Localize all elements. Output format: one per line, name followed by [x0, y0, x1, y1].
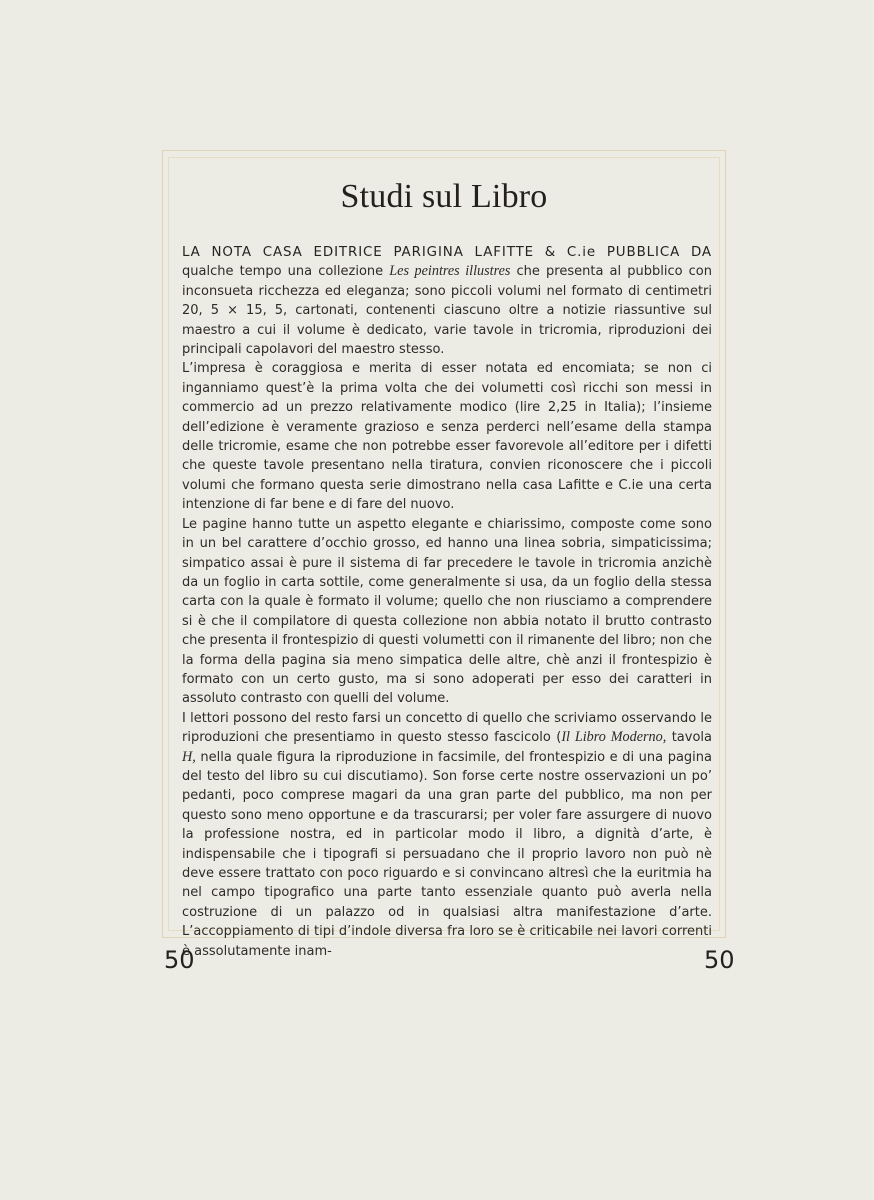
paragraph-1-text-b: che presenta al pubblico con inconsueta ricchezza ed eleganza; sono piccoli volumi nel formato di centimetri 20, 5 × 15, 5, cartonati, contenenti ciascuno oltre a notizie riassuntive sul maestro a cui il volume è dedicato, varie tavole in tricromia, riproduzioni dei principali capolavori del maestro stesso. [182, 264, 712, 358]
italic-title-les-peintres: Les peintres illustres [389, 263, 511, 280]
article-body [182, 243, 712, 961]
lead-caps: LA NOTA CASA EDITRICE PARIGINA LAFITTE & C.ie PUBBLICA DA [182, 245, 712, 260]
paragraph-4-text-c: nella quale figura la riproduzione in facsimile, del frontespizio e di una pagina del testo del libro su cui discutiamo). Son forse certe nostre osservazioni un po’ pedanti, poco comprese magari da una gran parte del pubblico, ma non per questo sono meno opportune e da trascurarsi; per voler fare assurgere di nuovo la professione nostra, ed in particolar modo il libro, a dignità d’arte, è indispensabile che i tipografi si persuadano che il proprio lavoro non può nè deve essere trattato con poco riguardo e si convincano altresì che la euritmia ha nel campo tipografico una parte tanto essenziale quanto può averla nella costruzione di un palazzo od in qualsiasi altra manifestazione d’arte. L’accoppiamento di tipi d’indole diversa fra loro se è criticabile nei lavori correnti è assolutamente inam- [182, 749, 712, 959]
paragraph-4-text-b: tavola [666, 730, 712, 746]
paragraph-1 [182, 243, 712, 359]
paragraph-1-text-a: qualche tempo una collezione [182, 264, 390, 280]
italic-tavola-h: H, [182, 748, 196, 765]
paragraph-4 [182, 709, 712, 961]
paragraph-3: Le pagine hanno tutte un aspetto elegante e chiarissimo, composte come sono in un bel carattere d’occhio grosso, ed hanno una linea sobria, simpaticissima; simpatico assai è pure il sistema di far precedere le tavole in tricromia anzichè da un foglio in carta sottile, come generalmente si usa, da un foglio della stessa carta con la quale è formato il volume; quello che non riusciamo a comprendere si è che il compilatore di questa collezione non abbia notato il brutto contrasto che presenta il frontespizio di questi volumetti con il rimanente del libro; non che la forma della pagina sia meno simpatica delle altre, chè anzi il frontespizio è formato con un certo gusto, ma si sono adoperati per esso dei caratteri in assoluto contrasto con quelli del volume. [182, 516, 712, 707]
paragraph-2: L’impresa è coraggiosa e merita di esser notata ed encomiata; se non ci inganniamo quest’è la prima volta che dei volumetti così ricchi son messi in commercio ad un prezzo relativamente modico (lire 2,25 in Italia); l’insieme dell’edizione è veramente grazioso e senza perderci nell’esame della stampa delle tricromie, esame che non potrebbe esser favorevole all’editore per i difetti che queste tavole presentano nella tiratura, convien riconoscere che i piccoli volumi che formano questa serie dimostrano nella casa Lafitte e C.ie una certa intenzione di far bene e di fare del nuovo. [182, 361, 712, 513]
page-number-left: 50 [164, 946, 195, 974]
paragraph-4-text-a: I lettori possono del resto farsi un concetto di quello che scriviamo osservando le riproduzioni che presentiamo in questo stesso fascicolo ( [182, 710, 712, 746]
italic-il-libro-moderno: Il Libro Moderno, [561, 729, 667, 746]
page-title: Studi sul Libro [340, 178, 548, 215]
page-number-right: 50 [704, 946, 735, 974]
